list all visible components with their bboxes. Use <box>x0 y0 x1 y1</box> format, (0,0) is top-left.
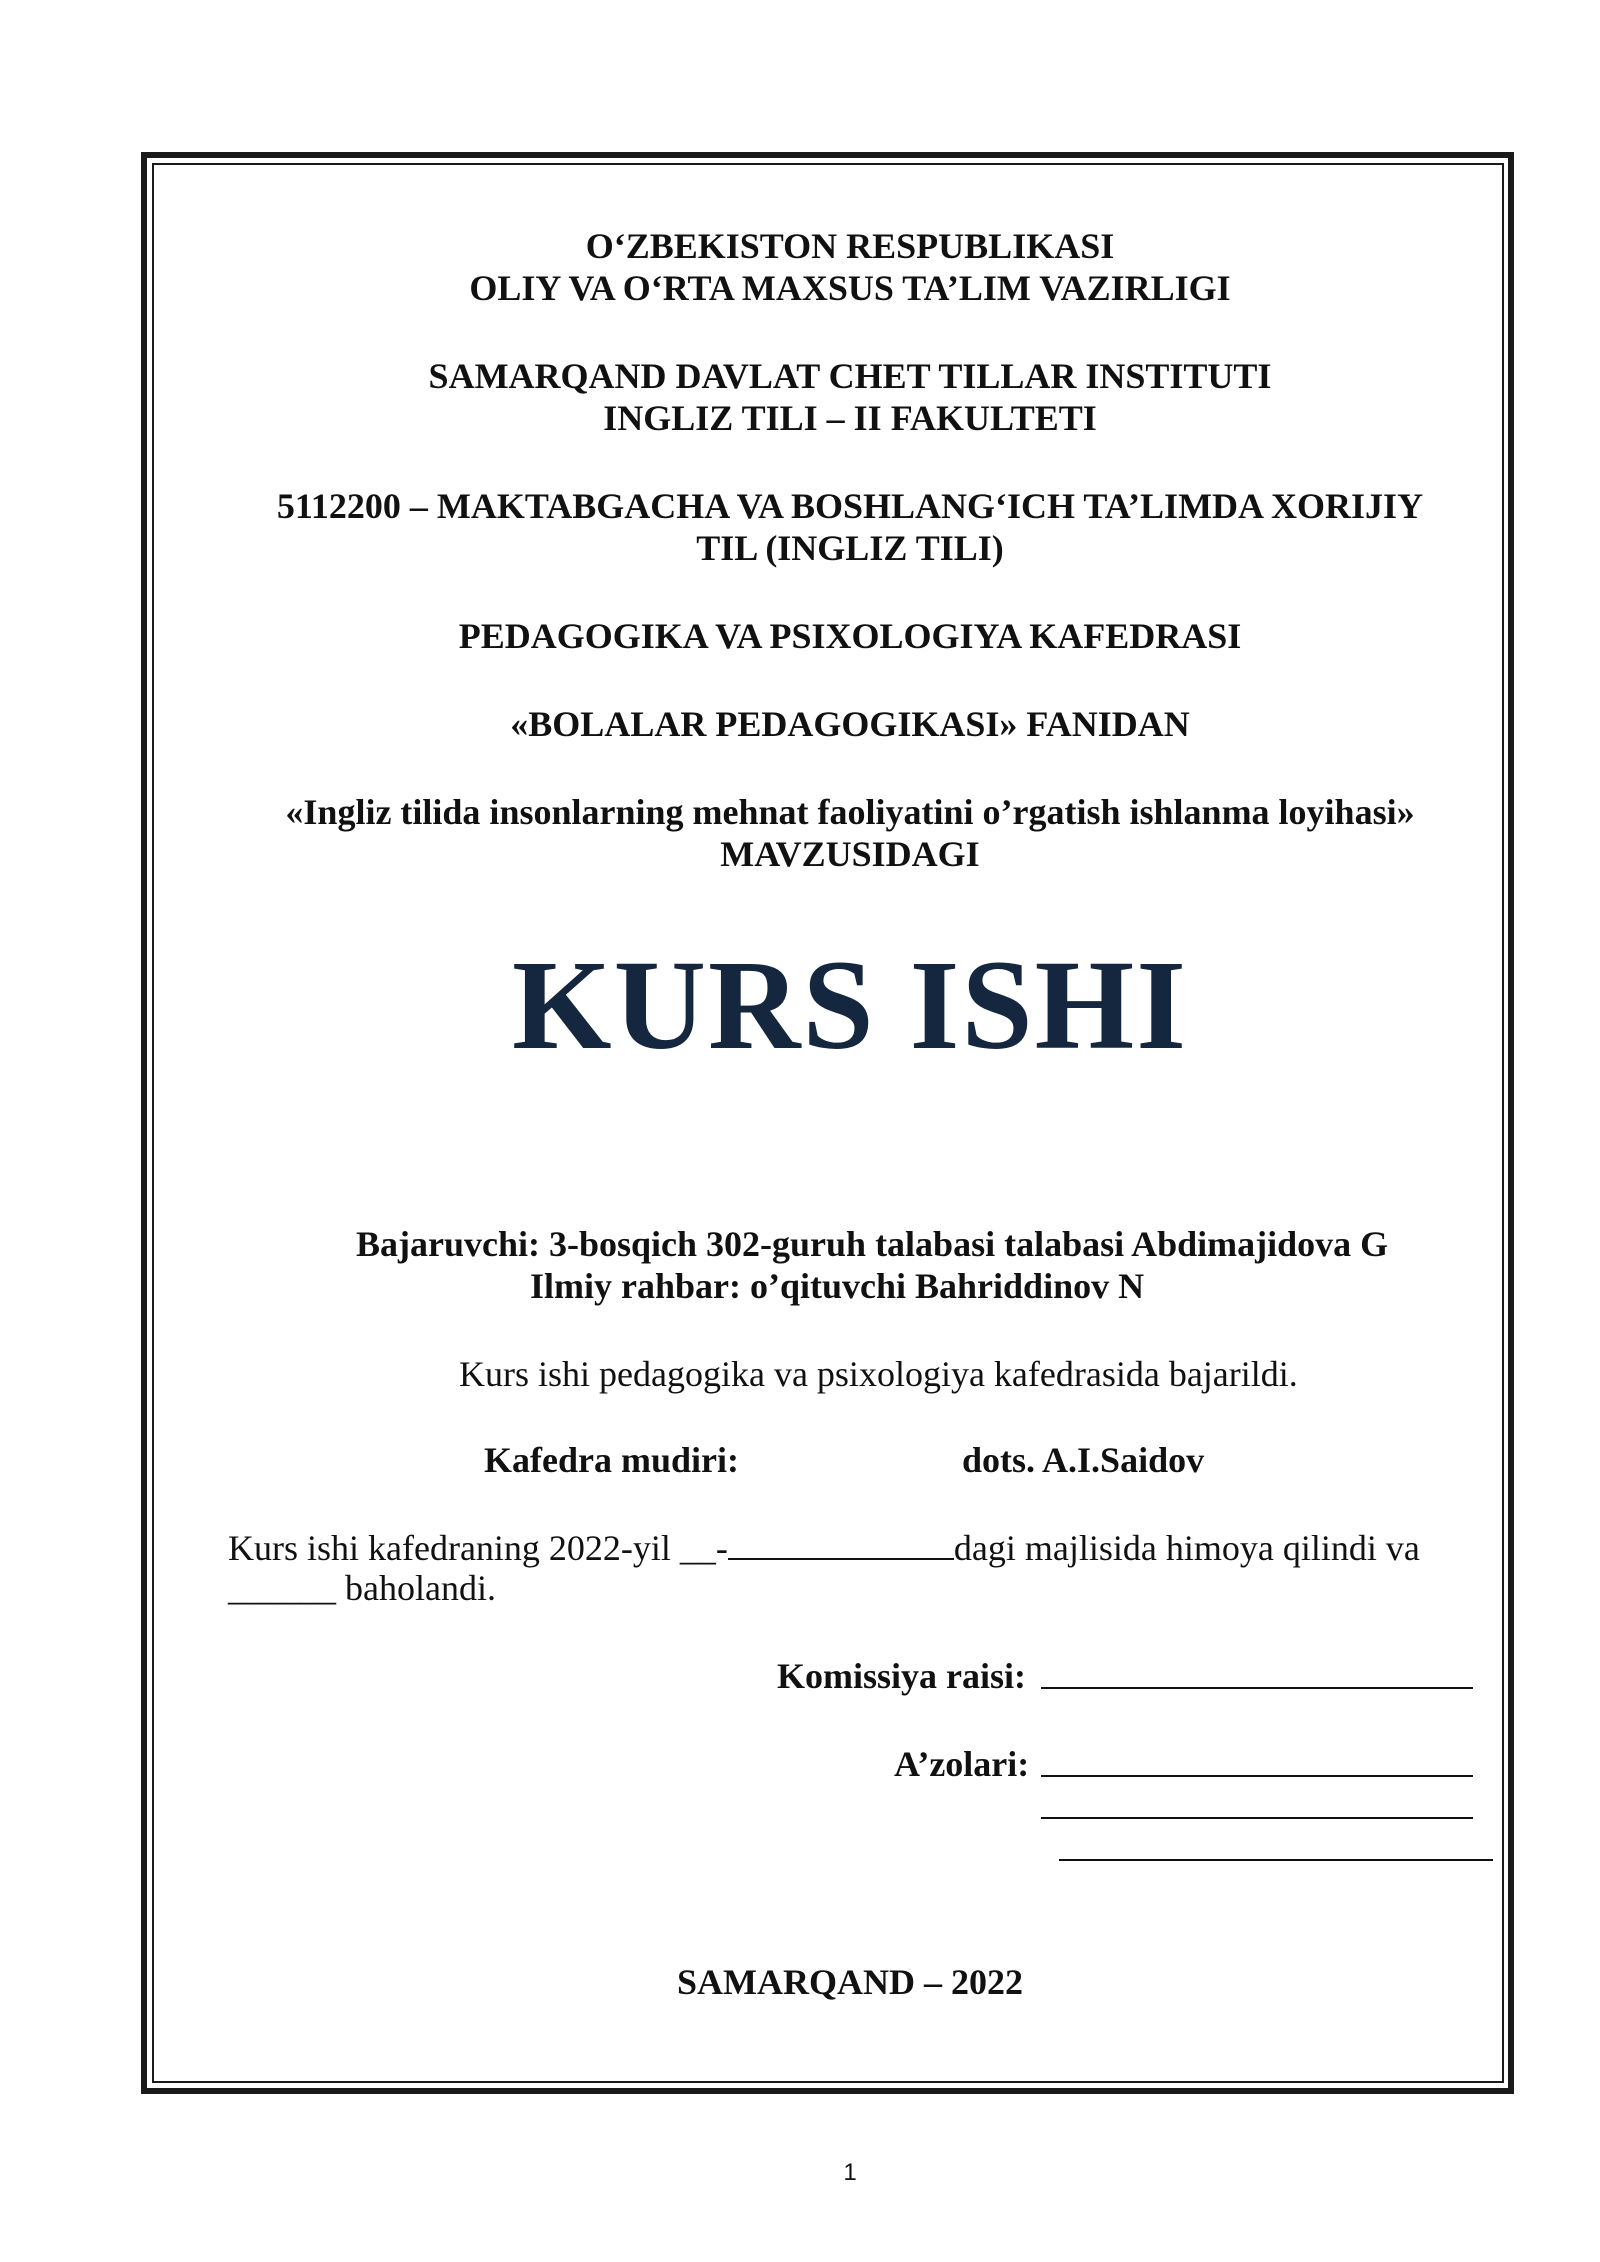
page-number: 1 <box>843 2159 857 2186</box>
head-of-department-name: dots. A.I.Saidov <box>962 1440 1205 1480</box>
member-signature-line-3 <box>1059 1859 1493 1861</box>
ministry-line-1: O‘ZBEKISTON RESPUBLIKASI <box>585 226 1115 266</box>
member-signature-line-2 <box>1041 1817 1473 1819</box>
commission-chair-label: Komissiya raisi: <box>777 1656 1026 1696</box>
specialty-line-2: TIL (INGLIZ TILI) <box>696 528 1004 568</box>
page-border-inner <box>152 163 1504 2083</box>
defense-text-end: dagi majlisida himoya qilindi va <box>953 1528 1420 1568</box>
institute-line-1: SAMARQAND DAVLAT CHET TILLAR INSTITUTI <box>428 356 1272 396</box>
commission-chair-signature-line <box>1041 1687 1473 1689</box>
supervisor-line: Ilmiy rahbar: o’qituvchi Bahriddinov N <box>530 1266 1145 1306</box>
document-title: KURS ISHI <box>512 934 1188 1076</box>
completion-note: Kurs ishi pedagogika va psixologiya kafedrasida bajarildi. <box>459 1354 1298 1394</box>
defense-line-1 <box>228 1524 1420 1570</box>
specialty-line-1: 5112200 – MAKTABGACHA VA BOSHLANG‘ICH TA’LIMDA XORIJIY <box>276 486 1424 526</box>
member-signature-line-1 <box>1041 1775 1473 1777</box>
city-year: SAMARQAND – 2022 <box>677 1962 1023 2002</box>
subject-title: «BOLALAR PEDAGOGIKASI» FANIDAN <box>510 704 1190 744</box>
executor-line: Bajaruvchi: 3-bosqich 302-guruh talabasi talabasi Abdimajidova G <box>356 1224 1389 1264</box>
defense-line-2 <box>228 1566 496 1610</box>
commission-members-label: A’zolari: <box>894 1744 1030 1784</box>
defense-text-start: Kurs ishi kafedraning 2022-yil __- <box>228 1528 728 1568</box>
head-of-department-label: Kafedra mudiri: <box>484 1440 739 1480</box>
topic-line-1: «Ingliz tilida insonlarning mehnat faoliyatini o’rgatish ishlanma loyihasi» <box>285 792 1415 832</box>
institute-line-2: INGLIZ TILI – II FAKULTETI <box>603 398 1097 438</box>
graded-text: baholandi. <box>336 1568 496 1608</box>
defense-date-blank <box>728 1524 954 1560</box>
topic-line-2: MAVZUSIDAGI <box>720 834 980 874</box>
department-title: PEDAGOGIKA VA PSIXOLOGIYA KAFEDRASI <box>458 616 1242 656</box>
ministry-line-2: OLIY VA O‘RTA MAXSUS TA’LIM VAZIRLIGI <box>469 268 1231 308</box>
grade-blank: ______ <box>228 1568 336 1608</box>
